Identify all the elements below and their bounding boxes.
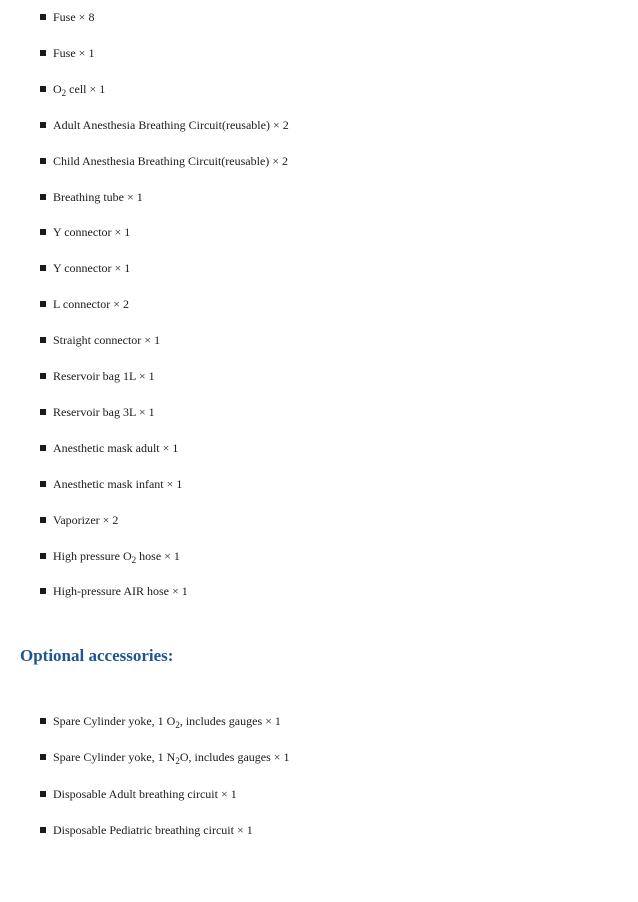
list-item: [40, 402, 155, 422]
list-item-text: Disposable Pediatric breathing circuit × 1: [53, 822, 253, 837]
square-bullet-icon: [40, 229, 46, 235]
list-item: [40, 43, 94, 63]
list-item-text: Fuse × 1: [53, 45, 95, 60]
list-item-text: Anesthetic mask infant × 1: [53, 476, 183, 491]
list-item-text: Breathing tube × 1: [53, 189, 143, 204]
square-bullet-icon: [40, 122, 46, 128]
list-item-text: Fuse × 8: [53, 10, 95, 24]
list-item: [40, 187, 143, 207]
square-bullet-icon: [40, 754, 46, 760]
list-item-text: Reservoir bag 1L × 1: [53, 369, 155, 383]
optional-accessories-heading: Optional accessories:: [20, 646, 174, 665]
list-item-text: Vaporizer × 2: [53, 512, 119, 527]
list-item-text: Spare Cylinder yoke, 1 $O_2$, includes gauges × 1: [53, 714, 281, 730]
square-bullet-icon: [40, 158, 46, 164]
list-item: [40, 151, 288, 171]
list-item: [40, 294, 129, 314]
square-bullet-icon: [40, 588, 46, 594]
list-item: [40, 546, 180, 566]
square-bullet-icon: [40, 301, 46, 307]
list-item: [40, 747, 290, 767]
square-bullet-icon: [40, 373, 46, 379]
square-bullet-icon: [40, 445, 46, 451]
square-bullet-icon: [40, 409, 46, 415]
square-bullet-icon: [40, 827, 46, 833]
list-item-text: L connector × 2: [53, 297, 129, 312]
square-bullet-icon: [40, 50, 46, 56]
list-item-text: Spare Cylinder yoke, 1 $N_2O$, includes gauges × 1: [53, 750, 290, 767]
square-bullet-icon: [40, 86, 46, 92]
square-bullet-icon: [40, 718, 46, 724]
list-item: [40, 7, 94, 27]
square-bullet-icon: [40, 194, 46, 200]
list-item-text: High pressure $O_2$ hose × 1: [53, 548, 180, 565]
list-item-text: Straight connector × 1: [53, 333, 161, 348]
list-item-text: Disposable Adult breathing circuit × 1: [53, 786, 237, 801]
list-item-text: Y connector × 1: [53, 261, 131, 276]
list-item: [40, 820, 253, 840]
square-bullet-icon: [40, 265, 46, 271]
subscript-text: 2: [131, 554, 137, 565]
subscript-text: 2: [61, 87, 67, 98]
list-item-text: Child Anesthesia Breathing Circuit(reusable) × 2: [53, 153, 289, 168]
subscript-text: 2: [175, 720, 180, 730]
list-item-text: Anesthetic mask adult × 1: [53, 440, 179, 455]
square-bullet-icon: [40, 517, 46, 523]
list-item: [40, 438, 178, 458]
list-item: [40, 79, 105, 99]
square-bullet-icon: [40, 553, 46, 559]
list-item: [40, 222, 130, 242]
square-bullet-icon: [40, 791, 46, 797]
list-item-text: Reservoir bag 3L × 1: [53, 404, 155, 419]
square-bullet-icon: [40, 481, 46, 487]
list-item-text: Adult Anesthesia Breathing Circuit(reusable) × 2: [53, 117, 289, 132]
list-item: [40, 474, 182, 494]
list-item-text: High-pressure AIR hose × 1: [53, 584, 188, 599]
list-item: [40, 330, 160, 350]
square-bullet-icon: [40, 337, 46, 343]
list-item: [40, 784, 237, 804]
list-item: [40, 711, 281, 731]
list-item: [40, 258, 130, 278]
list-item: [40, 510, 118, 530]
list-item: [40, 366, 155, 386]
list-item: [40, 115, 289, 135]
subscript-text: 2: [175, 756, 180, 767]
list-item-text: $O_2$ cell × 1: [53, 81, 106, 98]
list-item: [40, 581, 188, 601]
square-bullet-icon: [40, 14, 46, 20]
list-item-text: Y connector × 1: [53, 225, 131, 240]
